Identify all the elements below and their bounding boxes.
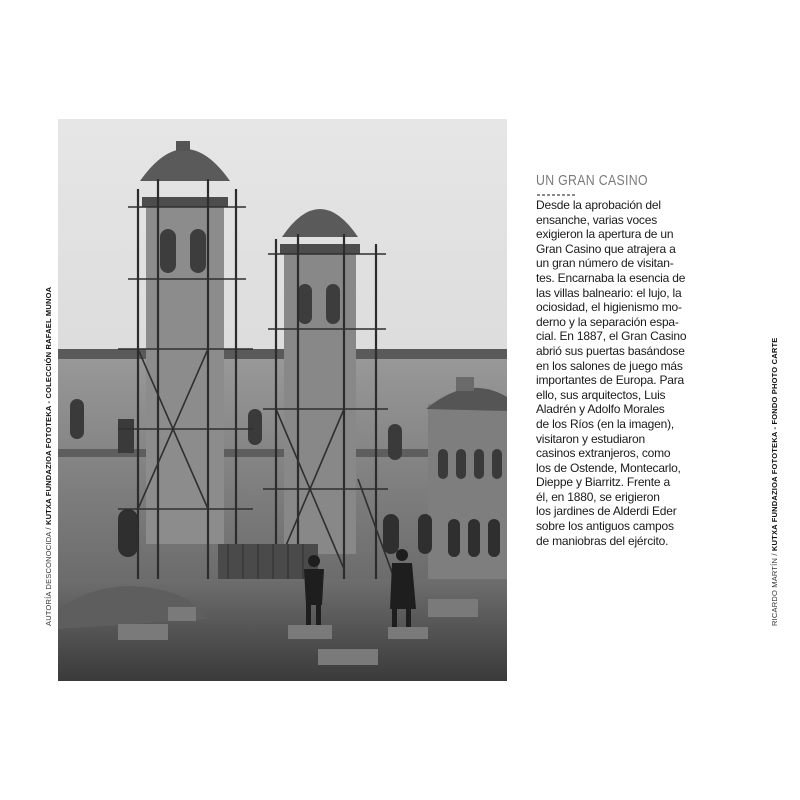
- credit-right-author: RICARDO MARTÍN /: [770, 551, 779, 626]
- body-line: de los Ríos (en la imagen),: [536, 416, 675, 431]
- body-line: ensanche, varias voces: [536, 212, 658, 227]
- body-line: de maniobras del ejército.: [536, 533, 669, 548]
- body-line: tes. Encarnaba la esencia de: [536, 270, 686, 285]
- body-line: visitaron y estudiaron: [536, 431, 645, 446]
- body-line: exigieron la apertura de un: [536, 227, 674, 242]
- photo-credit-right: [770, 338, 779, 626]
- body-line: abrió sus puertas basándose: [536, 343, 685, 358]
- body-line: importantes de Europa. Para: [536, 373, 685, 388]
- body-line: Gran Casino que atrajera a: [536, 241, 676, 256]
- article-body: [536, 198, 701, 548]
- body-line: cial. En 1887, el Gran Casino: [536, 329, 687, 344]
- body-line: Desde la aprobación del: [536, 198, 661, 212]
- article-title: UN GRAN CASINO: [536, 172, 648, 189]
- title-divider: [537, 194, 577, 196]
- body-line: ello, sus arquitectos, Luis: [536, 387, 666, 402]
- body-line: Aladrén y Adolfo Morales: [536, 402, 665, 417]
- body-line: casinos extranjeros, como: [536, 446, 671, 461]
- casino-construction-photo: [58, 119, 507, 681]
- body-line: los de Ostende, Montecarlo,: [536, 460, 681, 475]
- credit-right-source: KUTXA FUNDAZIOA FOTOTEKA - FONDO PHOTO CARTE: [770, 337, 779, 552]
- body-line: Dieppe y Biarritz. Frente a: [536, 475, 670, 490]
- body-line: derno y la separación espa-: [536, 314, 679, 329]
- body-line: las villas balneario: el lujo, la: [536, 285, 682, 300]
- body-line: un gran número de visitan-: [536, 256, 674, 271]
- body-line: él, en 1880, se erigieron: [536, 489, 660, 504]
- body-line: sobre los antiguos campos: [536, 519, 674, 534]
- photo-credit-left: [44, 287, 53, 626]
- body-line: ociosidad, el higienismo mo-: [536, 300, 682, 315]
- credit-left-source: KUTXA FUNDAZIOA FOTOTEKA - COLECCIÓN RAFAEL MUNOA: [44, 286, 53, 526]
- credit-left-author: AUTORÍA DESCONOCIDA /: [44, 525, 53, 626]
- body-line: en los salones de juego más: [536, 358, 683, 373]
- body-line: los jardines de Alderdi Eder: [536, 504, 677, 519]
